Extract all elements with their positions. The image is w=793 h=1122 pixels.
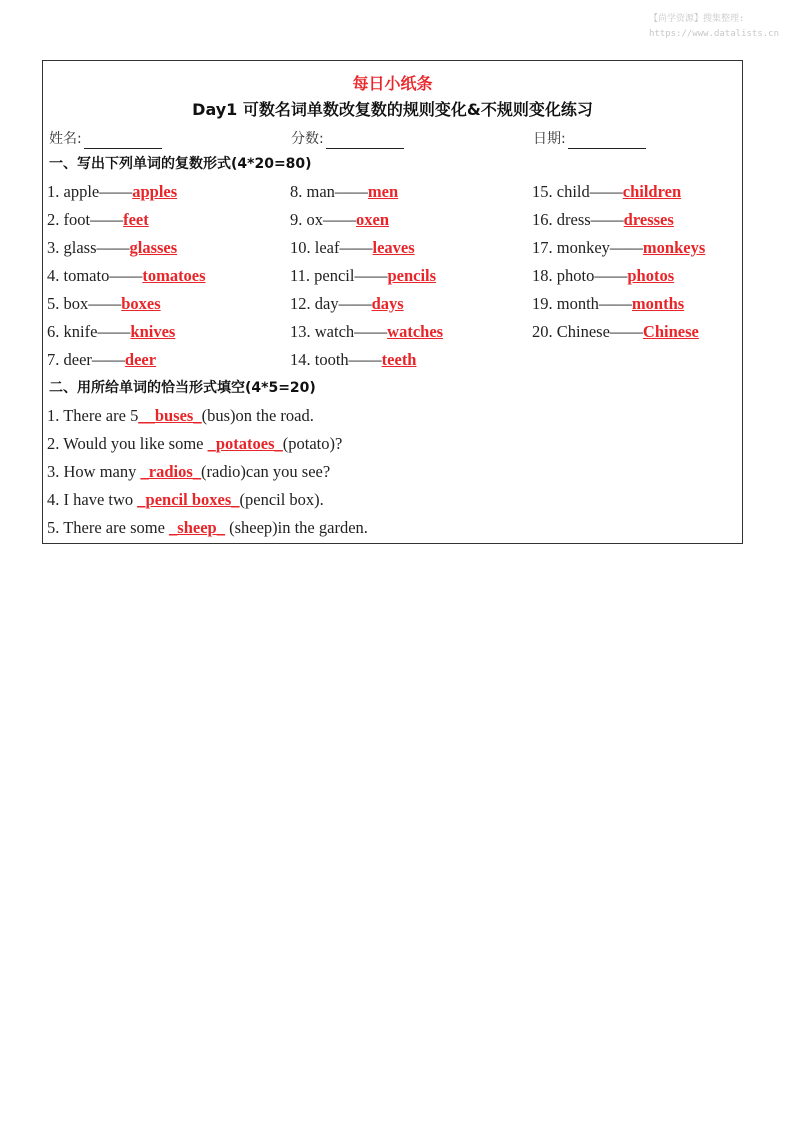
plural-item: 10. leaf——leaves [290,238,415,257]
section2-heading: 二、用所给单词的恰当形式填空(4*5=20) [49,380,316,396]
worksheet-title: 每日小纸条 [352,74,433,93]
answer: oxen [356,210,389,229]
score-label: 分数: [291,131,324,147]
answer: _sheep_ [169,518,225,537]
name-label: 姓名: [49,131,82,147]
plural-item: 9. ox——oxen [290,210,389,229]
plural-item: 20. Chinese——Chinese [532,322,699,341]
watermark-source: 【尚学资源】搜集整理: [648,14,745,24]
answer: dresses [623,210,674,229]
fill-in-sentence: 3. How many _radios_(radio)can you see? [47,462,331,481]
answer: Chinese [642,322,699,341]
answer: tomatoes [142,266,206,285]
plural-item: 8. man——men [290,182,399,201]
plural-item: 11. pencil——pencils [290,266,437,285]
answer: months [631,294,685,313]
plural-item: 17. monkey——monkeys [532,238,706,257]
watermark [649,12,779,42]
date-blank [568,134,646,149]
plural-item: 12. day——days [290,294,404,313]
score-blank [326,134,404,149]
answer: glasses [129,238,178,257]
watermark-url: https://www.datalists.cn [648,29,779,39]
answer: knives [130,322,176,341]
answer: teeth [381,350,417,369]
answer: deer [124,350,157,369]
answer: _radios_ [140,462,202,481]
fill-in-sentence: 2. Would you like some _potatoes_(potato)? [47,434,343,453]
answer: _pencil boxes_ [137,490,240,509]
answer: feet [123,210,149,229]
answer: pencils [387,266,437,285]
section1-heading: 一、写出下列单词的复数形式(4*20=80) [49,156,312,172]
fill-in-sentence: 5. There are some _sheep_ (sheep)in the garden. [47,518,368,537]
answer: _potatoes_ [207,434,283,453]
answer: apples [132,182,178,201]
plural-item: 4. tomato——tomatoes [47,266,206,285]
plural-item: 13. watch——watches [290,322,444,341]
plural-item: 7. deer——deer [47,350,157,369]
date-field [533,129,646,149]
worksheet-box [42,60,743,544]
plural-item: 5. box——boxes [47,294,161,313]
answer: __buses_ [138,406,202,425]
plural-item: 1. apple——apples [47,182,178,201]
name-field [49,129,162,149]
answer: leaves [372,238,415,257]
score-field [291,129,404,149]
plural-item: 15. child——children [532,182,682,201]
worksheet-subtitle: Day1 可数名词单数改复数的规则变化&不规则变化练习 [192,100,593,119]
fill-in-sentence: 1. There are 5__buses_(bus)on the road. [47,406,314,425]
answer: boxes [121,294,161,313]
date-label: 日期: [533,131,566,147]
answer: photos [627,266,675,285]
plural-item: 16. dress——dresses [532,210,674,229]
plural-item: 18. photo——photos [532,266,675,285]
fill-in-sentence: 4. I have two _pencil boxes_(pencil box). [47,490,324,509]
plural-item: 6. knife——knives [47,322,176,341]
plural-item: 19. month——months [532,294,685,313]
answer: monkeys [642,238,706,257]
answer: men [367,182,399,201]
plural-item: 2. foot——feet [47,210,149,229]
plural-item: 14. tooth——teeth [290,350,417,369]
answer: watches [387,322,444,341]
plural-item: 3. glass——glasses [47,238,178,257]
answer: days [371,294,404,313]
name-blank [84,134,162,149]
answer: children [622,182,682,201]
